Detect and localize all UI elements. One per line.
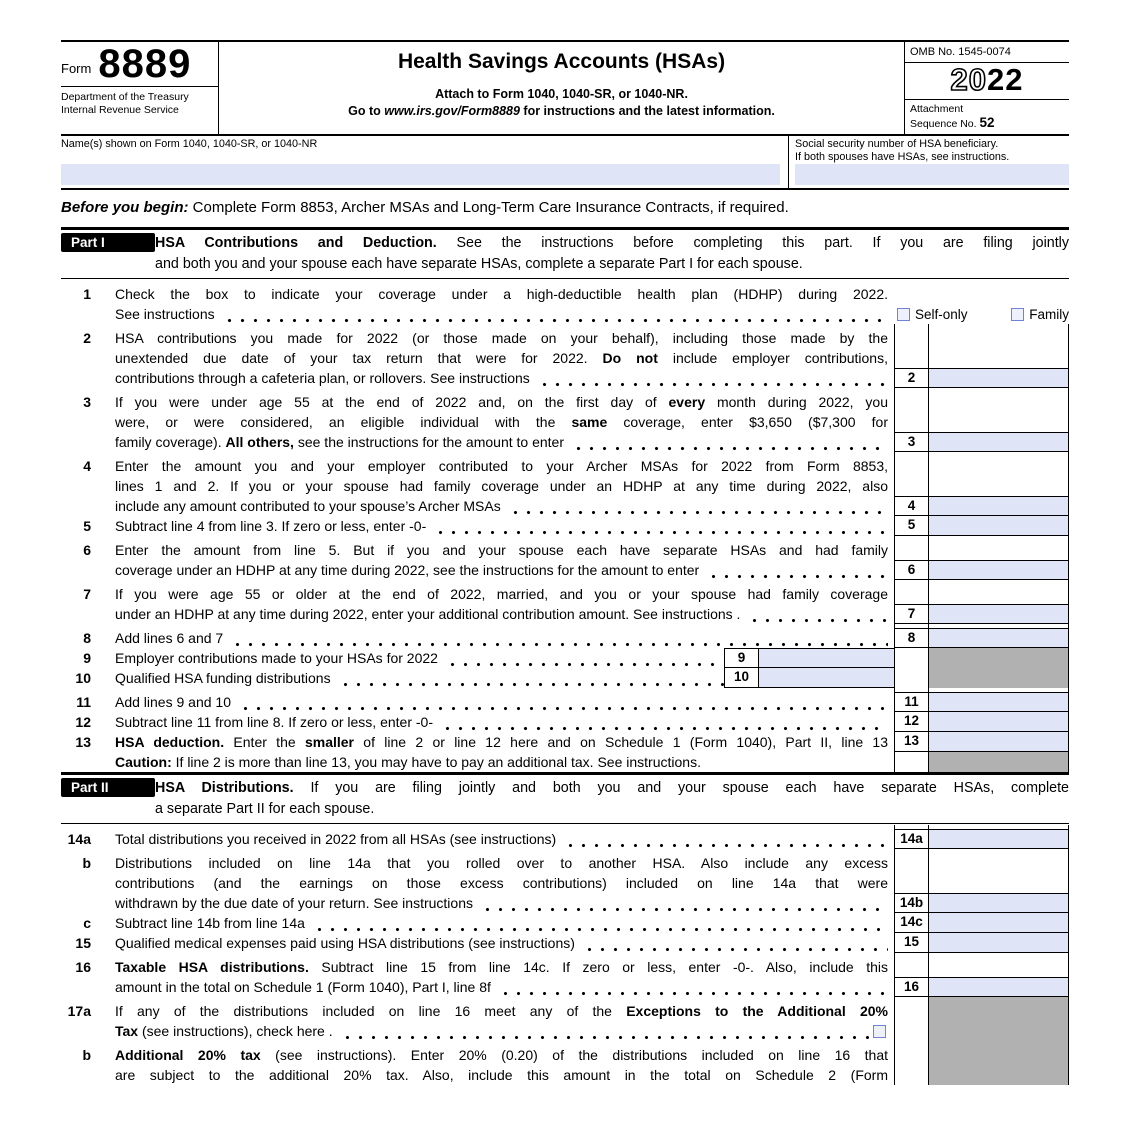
row-number-16: 16 (75, 959, 91, 975)
form-number-block (61, 42, 219, 134)
dot-leader (497, 977, 888, 997)
line10-amount-field[interactable] (758, 668, 894, 688)
row-number-13: 13 (75, 734, 91, 750)
dot-leader (311, 913, 888, 933)
form-row-14b (61, 849, 1069, 913)
identity-row (61, 136, 1069, 190)
form-row-13 (61, 732, 1069, 752)
line15-amount-field[interactable] (929, 933, 1068, 953)
part1-badge: Part I (61, 233, 155, 252)
self-only-label: Self-only (915, 306, 968, 322)
row-text-4: Enter the amount you and your employer contributed to your Archer MSAs for 2022 from Form 8853, lines 1 and 2. If you or your spouse had family coverage under an HDHP at any time during 2022, also include any amount contributed to your spouse’s Archer MSAs (115, 458, 888, 514)
row-number-7: 7 (83, 586, 91, 602)
line6-amount-field[interactable] (929, 560, 1068, 580)
dot-leader (507, 496, 888, 516)
row-text-8: Add lines 6 and 7 (115, 624, 894, 648)
form-title-block (219, 42, 905, 134)
row-text-10: Qualified HSA funding distributions 10 (115, 668, 894, 688)
name-input[interactable] (61, 164, 780, 185)
row-text-6: Enter the amount from line 5. But if you and your spouse each have separate HSAs and had family coverage under an HDHP at any time during 2022, see the instructions for the amount to enter (115, 542, 888, 578)
line7-amount-field[interactable] (929, 604, 1068, 624)
agency-label: Internal Revenue Service (61, 103, 179, 116)
dot-leader (444, 648, 724, 668)
line17a-shaded-cell (928, 997, 1069, 1041)
line14b-amount-field[interactable] (929, 893, 1068, 913)
form-row-11 (61, 688, 1069, 712)
row-text-13: HSA deduction. Enter the smaller of line 2 or line 12 here and on Schedule 1 (Form 1040), Part II, line 13 (115, 734, 888, 750)
row-number-2: 2 (83, 330, 91, 346)
before-you-begin: Before you begin: Complete Form 8853, Archer MSAs and Long-Term Care Insurance Contracts, if required. (61, 199, 789, 216)
dot-leader (229, 628, 888, 648)
line9-shaded-cell (928, 648, 1069, 668)
form-row-6 (61, 536, 1069, 580)
family-checkbox[interactable] (1011, 308, 1024, 321)
form-row-14c (61, 913, 1069, 933)
omb-year-block (905, 42, 1069, 134)
row-text-1: Check the box to indicate your coverage under a high-deductible health plan (HDHP) during 2022. See instructions (115, 286, 888, 322)
form-row-15 (61, 933, 1069, 953)
caution-text: Caution: If line 2 is more than line 13, you may have to pay an additional tax. See instructions. (115, 754, 701, 770)
row-text-3: If you were under age 55 at the end of 2022 and, on the first day of every month during 2022, you were, or were considered, an eligible individual with the same coverage, enter $3,650 ($7,300 for family coverage). All others, see the instructions for the amount to enter (115, 394, 888, 450)
line14b-number-cell: 14b (895, 893, 928, 913)
dot-leader (570, 432, 888, 452)
dot-leader (479, 893, 888, 913)
part2-heading: HSA Distributions. If you are filing jointly and both you and your spouse each have separate HSAs, complete a separate Part II for each spouse. (155, 780, 1069, 817)
row-text-12: Subtract line 11 from line 8. If zero or less, enter -0- (115, 712, 894, 732)
row-number-10: 10 (75, 670, 91, 686)
ssn-input[interactable] (795, 164, 1069, 185)
line14a-number-cell: 14a (895, 829, 928, 849)
line5-amount-field[interactable] (929, 516, 1068, 536)
line10-number-box: 10 (724, 668, 758, 688)
row-text-16: Taxable HSA distributions. Subtract line 15 from line 14c. If zero or less, enter -0-. Also, include this amount in the total on Schedule 1 (Form 1040), Part I, line 8f (115, 959, 888, 995)
line12-amount-field[interactable] (929, 712, 1068, 732)
line11-amount-field[interactable] (929, 692, 1068, 712)
line8-amount-field[interactable] (929, 628, 1068, 648)
dot-leader (237, 692, 888, 712)
row-number-8: 8 (83, 630, 91, 646)
form-row-17a (61, 997, 1069, 1041)
row-text-14a: Total distributions you received in 2022 from all HSAs (see instructions) (115, 825, 894, 849)
row-number-4: 4 (83, 458, 91, 474)
line9-amount-field[interactable] (758, 648, 894, 668)
part2-header (61, 772, 1069, 824)
self-only-checkbox[interactable] (897, 308, 910, 321)
row-text-7: If you were age 55 or older at the end of 2022, married, and you or your spouse had family coverage under an HDHP at any time during 2022, enter your additional contribution amount. See instructions . (115, 586, 888, 622)
name-label: Name(s) shown on Form 1040, 1040-SR, or 1040-NR (61, 138, 318, 150)
row-text-2: HSA contributions you made for 2022 (or those made on your behalf), including those made by the unextended due date of your tax return that were for 2022. Do not include employer contributions, contributions through a cafeteria plan, or rollovers. See instructions (115, 330, 888, 386)
row-number-6: 6 (83, 542, 91, 558)
line9-number-box: 9 (724, 648, 758, 668)
form-row-1 (61, 280, 1069, 324)
form-row-17b (61, 1041, 1069, 1085)
line12-number-cell: 12 (895, 712, 928, 732)
line16-number-cell: 16 (895, 977, 928, 997)
form-row-4 (61, 452, 1069, 516)
row-number-17b: b (82, 1047, 91, 1063)
row-number-9: 9 (83, 650, 91, 666)
form-row-14a (61, 825, 1069, 849)
row-text-14b: Distributions included on line 14a that you rolled over to another HSA. Also include any excess contributions (and the earnings on those excess contributions) included on line 14a that were withdrawn by the due date of your return. See instructions (115, 855, 888, 911)
dot-leader (705, 560, 888, 580)
row-text-11: Add lines 9 and 10 (115, 688, 894, 712)
row-number-17a: 17a (67, 1003, 91, 1019)
form-row-12 (61, 712, 1069, 732)
row-number-14a: 14a (67, 831, 91, 847)
row-number-12: 12 (75, 714, 91, 730)
part1-rows (61, 279, 1069, 772)
form-number: 8889 (98, 42, 192, 86)
form-row-10 (61, 668, 1069, 688)
row-number-15: 15 (75, 935, 91, 951)
line7-number-cell: 7 (895, 604, 928, 624)
row-number-5: 5 (83, 518, 91, 534)
line10-shaded-cell (928, 668, 1069, 688)
line10-outer-cell (894, 668, 928, 688)
form-word: Form (61, 61, 92, 76)
ssn-label: Social security number of HSA beneficiary. If both spouses have HSAs, see instructions. (795, 138, 1010, 163)
department-label: Department of the Treasury (61, 91, 189, 103)
line8-number-cell: 8 (895, 628, 928, 648)
dot-leader (439, 712, 888, 732)
row-text-17b: Additional 20% tax (see instructions). Enter 20% (0.20) of the distributions included on line 16 that are subject to the additional 20% tax. Also, include this amount in the total on Schedule 2 (Form (115, 1047, 888, 1083)
exceptions-checkbox[interactable] (873, 1025, 886, 1038)
form-header (61, 40, 1069, 136)
line16-amount-field[interactable] (929, 977, 1068, 997)
line4-number-cell: 4 (895, 496, 928, 516)
line5-number-cell: 5 (895, 516, 928, 536)
line13-amount-field[interactable] (929, 732, 1068, 752)
coverage-checkboxes (894, 280, 1069, 324)
line14c-number-cell: 14c (895, 913, 928, 933)
row-text-17a: If any of the distributions included on line 16 meet any of the Exceptions to the Additional 20% Tax (see instructions), check here . (115, 1003, 888, 1039)
dot-leader (581, 933, 888, 953)
row-number-11: 11 (76, 694, 91, 710)
part1-heading: HSA Contributions and Deduction. See the instructions before completing this part. If you are filing jointly and both you and your spouse each have separate HSAs, complete a separate Part I for each spouse. (155, 235, 1069, 272)
line17b-shaded-cell (928, 1041, 1069, 1085)
form-row-8 (61, 624, 1069, 648)
line2-amount-field[interactable] (929, 368, 1068, 388)
dot-leader (337, 668, 724, 688)
row-number-3: 3 (83, 394, 91, 410)
form-row-9 (61, 648, 1069, 668)
attachment-sequence: Attachment Sequence No. 52 (910, 103, 995, 130)
row-number-1: 1 (83, 286, 91, 302)
part1-header (61, 227, 1069, 279)
dot-leader (432, 516, 888, 536)
row-text-9: Employer contributions made to your HSAs for 2022 9 (115, 648, 894, 668)
line13-number-cell: 13 (895, 732, 928, 752)
form-row-16 (61, 953, 1069, 997)
form-row-7 (61, 580, 1069, 624)
dot-leader (746, 604, 888, 624)
attach-instruction: Attach to Form 1040, 1040-SR, or 1040-NR. (435, 87, 688, 101)
line6-number-cell: 6 (895, 560, 928, 580)
row-text-5: Subtract line 4 from line 3. If zero or less, enter -0- (115, 516, 894, 536)
form-row-caution (61, 752, 1069, 772)
row-number-14b: b (82, 855, 91, 871)
line3-number-cell: 3 (895, 432, 928, 452)
goto-instruction: Go to www.irs.gov/Form8889 for instructions and the latest information. (348, 104, 775, 118)
line15-number-cell: 15 (895, 933, 928, 953)
line11-number-cell: 11 (895, 692, 928, 712)
dot-leader (339, 1021, 873, 1041)
row-text-14c: Subtract line 14b from line 14a (115, 913, 894, 933)
caution-shaded-cell (928, 752, 1069, 772)
form-title: Health Savings Accounts (HSAs) (397, 50, 726, 73)
line4-amount-field[interactable] (929, 496, 1068, 516)
form-row-2 (61, 324, 1069, 388)
dot-leader (562, 829, 888, 849)
row-text-15: Qualified medical expenses paid using HSA distributions (see instructions) (115, 933, 894, 953)
tax-year: 2022 (905, 63, 1069, 100)
line3-amount-field[interactable] (929, 432, 1068, 452)
form-row-3 (61, 388, 1069, 452)
line9-outer-cell (894, 648, 928, 668)
part2-rows (61, 824, 1069, 1085)
dot-leader (536, 368, 888, 388)
row-number-14c: c (83, 915, 91, 931)
omb-number: OMB No. 1545-0074 (905, 42, 1069, 63)
form-row-5 (61, 516, 1069, 536)
form-8889-page (61, 40, 1069, 1085)
part2-badge: Part II (61, 778, 155, 797)
line14a-amount-field[interactable] (929, 829, 1068, 849)
dot-leader (221, 304, 888, 324)
family-label: Family (1029, 306, 1069, 322)
line2-number-cell: 2 (895, 368, 928, 388)
line14c-amount-field[interactable] (929, 913, 1068, 933)
